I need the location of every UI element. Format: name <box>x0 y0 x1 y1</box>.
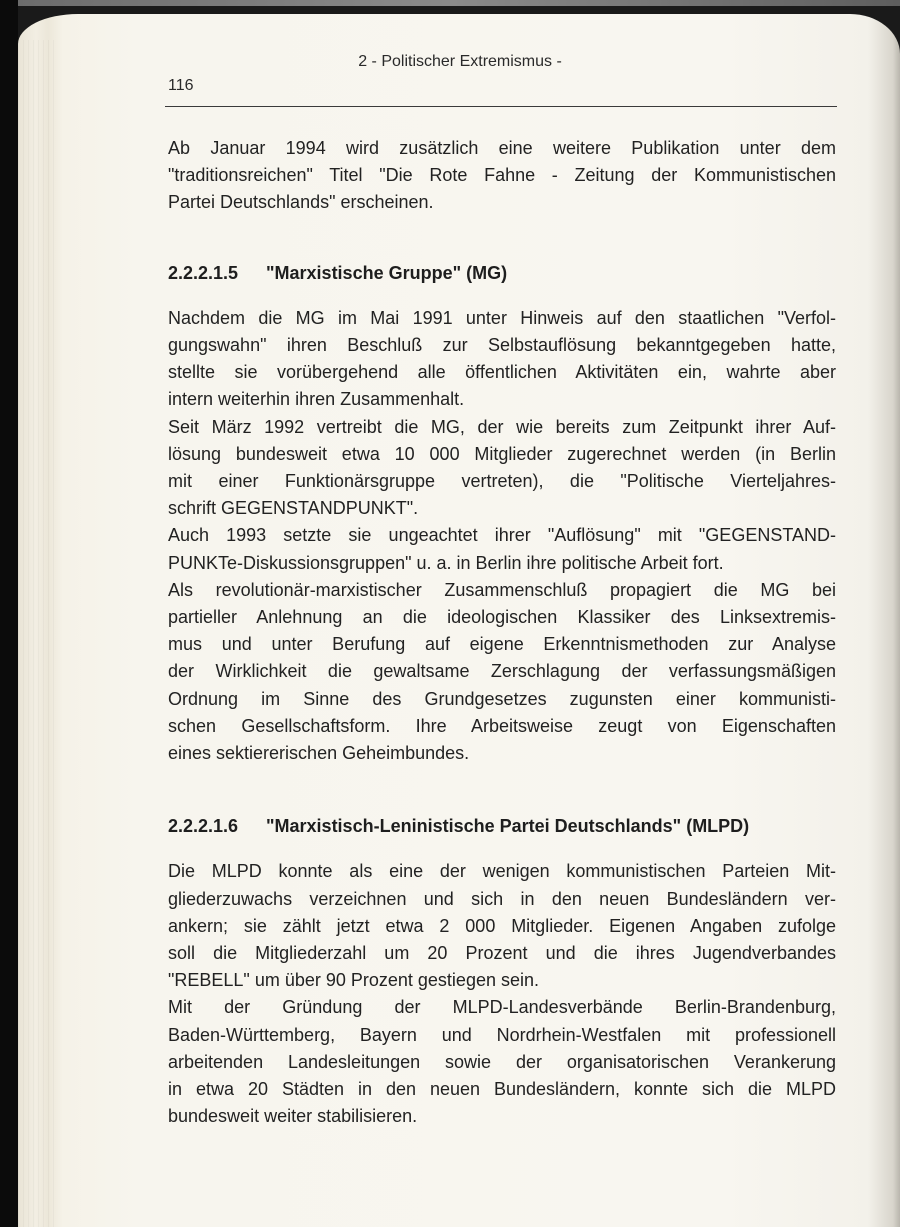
text-line: eines sektiererischen Geheimbundes. <box>168 743 470 764</box>
text-line: Seit März 1992 vertreibt die MG, der wie bereits zum Zeitpunkt ihrer Auf- <box>168 416 836 437</box>
text-line: Mit der Gründung der MLPD-Landesverbände Berlin-Brandenburg, <box>168 997 836 1018</box>
page-content <box>168 135 836 1131</box>
section-number: 2.2.2.1.5 <box>168 262 239 283</box>
mlpd-paragraph-1 <box>168 858 836 994</box>
page-stack-edges <box>18 40 58 1227</box>
text-line: Die MLPD konnte als eine der wenigen kommunistischen Parteien Mit- <box>168 861 836 882</box>
text-line: in etwa 20 Städten in den neuen Bundesländern, konnte sich die MLPD <box>168 1079 836 1100</box>
text-line: schrift GEGENSTANDPUNKT". <box>168 498 419 519</box>
text-line: der Wirklichkeit die gewaltsame Zerschlagung der verfassungsmäßigen <box>168 661 836 682</box>
mg-paragraph-1 <box>168 305 836 414</box>
text-line: mit einer Funktionärsgruppe vertreten), die "Politische Vierteljahres- <box>168 471 836 492</box>
mg-paragraph-4 <box>168 577 836 767</box>
text-line: "REBELL" um über 90 Prozent gestiegen sein. <box>168 970 539 991</box>
text-line: gliederzuwachs verzeichnen und sich in den neuen Bundesländern ver- <box>168 888 836 909</box>
text-line: Nachdem die MG im Mai 1991 unter Hinweis auf den staatlichen "Verfol- <box>168 307 836 328</box>
text-line: "traditionsreichen" Titel "Die Rote Fahne - Zeitung der Kommunistischen <box>168 165 836 186</box>
text-line: intern weiterhin ihren Zusammenhalt. <box>168 389 465 410</box>
running-header: 2 - Politischer Extremismus - <box>358 53 562 70</box>
text-line: PUNKTe-Diskussionsgruppen" u. a. in Berlin ihre politische Arbeit fort. <box>168 552 724 573</box>
section-number: 2.2.2.1.6 <box>168 816 239 837</box>
text-line: stellte sie vorübergehend alle öffentlichen Aktivitäten ein, wahrte aber <box>168 362 836 383</box>
section-title: "Marxistische Gruppe" (MG) <box>266 262 508 283</box>
text-line: bundesweit weiter stabilisieren. <box>168 1106 418 1127</box>
text-line: lösung bundesweit etwa 10 000 Mitglieder zugerechnet werden (in Berlin <box>168 443 836 464</box>
text-line: gungswahn" ihren Beschluß zur Selbstauflösung bekanntgegeben hatte, <box>168 335 836 356</box>
text-line: Ab Januar 1994 wird zusätzlich eine weitere Publikation unter dem <box>168 138 836 158</box>
text-line: Als revolutionär-marxistischer Zusammenschluß propagiert die MG bei <box>168 579 836 600</box>
text-line: Baden-Württemberg, Bayern und Nordrhein-Westfalen mit professionell <box>168 1024 836 1045</box>
section-heading-mg <box>168 260 836 287</box>
text-line: schen Gesellschaftsform. Ihre Arbeitsweise zeugt von Eigenschaften <box>168 715 836 736</box>
page-number: 116 <box>168 77 194 94</box>
mg-paragraph-3 <box>168 522 836 576</box>
header-rule <box>165 106 837 107</box>
text-line: Partei Deutschlands" erscheinen. <box>168 192 434 213</box>
text-line: arbeitenden Landesleitungen sowie der organisatorischen Verankerung <box>168 1051 836 1072</box>
text-line: partieller Anlehnung an die ideologischen Klassiker des Linksextremis- <box>168 607 836 628</box>
scan-left-border <box>0 0 18 1227</box>
section-title: "Marxistisch-Leninistische Partei Deutschlands" (MLPD) <box>266 816 750 837</box>
intro-paragraph <box>168 135 836 217</box>
text-line: Auch 1993 setzte sie ungeachtet ihrer "Auflösung" mit "GEGENSTAND- <box>168 525 836 546</box>
scan-top-edge <box>0 0 900 6</box>
text-line: ankern; sie zählt jetzt etwa 2 000 Mitglieder. Eigenen Angaben zufolge <box>168 915 836 936</box>
mg-paragraph-2 <box>168 414 836 523</box>
mlpd-paragraph-2 <box>168 994 836 1130</box>
text-line: mus und unter Berufung auf eigene Erkenntnismethoden zur Analyse <box>168 634 836 655</box>
text-line: Ordnung im Sinne des Grundgesetzes zugunsten einer kommunisti- <box>168 688 836 709</box>
section-heading-mlpd <box>168 813 836 840</box>
text-line: soll die Mitgliederzahl um 20 Prozent und die ihres Jugendverbandes <box>168 943 836 964</box>
